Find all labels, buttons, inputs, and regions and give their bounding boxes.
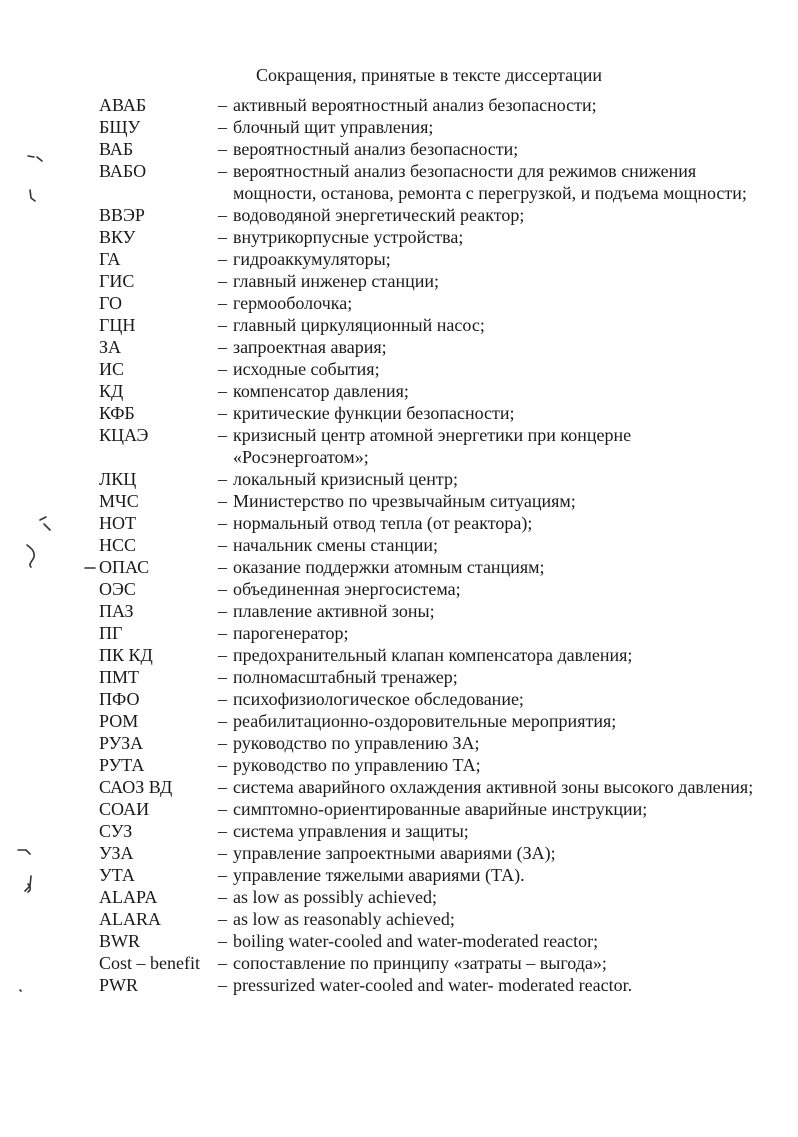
abbreviation-definition-block <box>218 974 759 996</box>
abbreviation-row <box>99 600 759 622</box>
dash-separator: – <box>218 821 227 841</box>
abbreviation-definition-block <box>218 402 759 424</box>
abbreviation-row <box>99 820 759 842</box>
dash-separator: – <box>218 95 227 115</box>
abbreviation-term: ГИС <box>99 271 135 291</box>
dash-separator: – <box>218 931 227 951</box>
abbreviation-row <box>99 622 759 644</box>
abbreviation-definition-block <box>218 952 759 974</box>
abbreviation-term: МЧС <box>99 491 139 511</box>
abbreviation-definition-block <box>218 424 759 468</box>
abbreviation-term: ОПАС <box>99 557 150 577</box>
abbreviation-row <box>99 424 759 468</box>
abbreviation-term: ВАБО <box>99 161 147 181</box>
abbreviation-definition: запроектная авария; <box>233 337 387 357</box>
abbreviation-row <box>99 886 759 908</box>
abbreviation-row <box>99 842 759 864</box>
abbreviation-definition-block <box>218 864 759 886</box>
dash-separator: – <box>218 711 227 731</box>
abbreviation-row <box>99 336 759 358</box>
abbreviation-row <box>99 908 759 930</box>
abbreviation-term: УТА <box>99 865 135 885</box>
dash-separator: – <box>218 843 227 863</box>
abbreviation-row <box>99 754 759 776</box>
dash-separator: – <box>218 535 227 555</box>
abbreviation-definition-block <box>218 908 759 930</box>
abbreviation-term: ГА <box>99 249 121 269</box>
dash-separator: – <box>218 293 227 313</box>
abbreviation-definition: as low as possibly achieved; <box>233 887 437 907</box>
dash-separator: – <box>218 403 227 423</box>
abbreviation-definition: гермооболочка; <box>233 293 353 313</box>
abbreviation-definition: локальный кризисный центр; <box>233 469 458 489</box>
abbreviation-definition-block <box>218 798 759 820</box>
abbreviation-term: РОМ <box>99 711 139 731</box>
dash-separator: – <box>218 337 227 357</box>
abbreviation-definition: объединенная энергосистема; <box>233 579 461 599</box>
dash-separator: – <box>218 315 227 335</box>
abbreviation-definition-block <box>218 534 759 556</box>
dash-separator: – <box>218 733 227 753</box>
abbreviation-definition-block <box>218 622 759 644</box>
abbreviation-definition: руководство по управлению ТА; <box>233 755 481 775</box>
abbreviation-row <box>99 160 759 204</box>
abbreviation-definition-block <box>218 710 759 732</box>
dash-separator: – <box>218 513 227 533</box>
abbreviation-definition: система аварийного охлаждения активной зоны высокого давления; <box>233 777 754 797</box>
abbreviation-term: РУТА <box>99 755 145 775</box>
abbreviation-definition: симптомно-ориентированные аварийные инструкции; <box>233 799 648 819</box>
abbreviation-row <box>99 578 759 600</box>
abbreviation-definition-block <box>218 600 759 622</box>
dash-separator: – <box>218 249 227 269</box>
abbreviation-definition: критические функции безопасности; <box>233 403 515 423</box>
abbreviation-definition: boiling water-cooled and water-moderated reactor; <box>233 931 599 951</box>
abbreviation-definition-block <box>218 578 759 600</box>
dash-separator: – <box>218 975 227 995</box>
abbreviation-term: ВВЭР <box>99 205 145 225</box>
abbreviation-row <box>99 490 759 512</box>
dash-separator: – <box>218 161 227 181</box>
dash-separator: – <box>218 865 227 885</box>
abbreviation-term: БЩУ <box>99 117 141 137</box>
abbreviation-definition: вероятностный анализ безопасности; <box>233 139 519 159</box>
abbreviation-definition-block <box>218 380 759 402</box>
abbreviation-row <box>99 292 759 314</box>
abbreviation-term: НОТ <box>99 513 136 533</box>
abbreviation-term: ПАЗ <box>99 601 134 621</box>
abbreviation-definition: кризисный центр атомной энергетики при концерне «Росэнергоатом»; <box>233 425 632 467</box>
abbreviation-definition: оказание поддержки атомным станциям; <box>233 557 545 577</box>
dash-separator: – <box>218 227 227 247</box>
dash-separator: – <box>218 425 227 445</box>
dash-separator: – <box>218 689 227 709</box>
abbreviation-row <box>99 864 759 886</box>
abbreviation-definition: Министерство по чрезвычайным ситуациям; <box>233 491 576 511</box>
abbreviation-definition: вероятностный анализ безопасности для режимов снижения мощности, останова, ремонта с перегрузкой, и подъема мощности; <box>233 161 747 203</box>
abbreviation-row <box>99 226 759 248</box>
abbreviation-term: СУЗ <box>99 821 133 841</box>
abbreviation-definition-block <box>218 732 759 754</box>
dash-separator: – <box>218 359 227 379</box>
abbreviation-definition-block <box>218 94 759 116</box>
abbreviation-term: ВАБ <box>99 139 134 159</box>
abbreviation-row <box>99 248 759 270</box>
abbreviation-row <box>99 402 759 424</box>
dash-separator: – <box>218 271 227 291</box>
abbreviation-definition: главный циркуляционный насос; <box>233 315 485 335</box>
abbreviation-definition: реабилитационно-оздоровительные мероприятия; <box>233 711 617 731</box>
abbreviation-term: ГО <box>99 293 122 313</box>
abbreviation-definition-block <box>218 292 759 314</box>
abbreviation-definition-block <box>218 512 759 534</box>
abbreviation-definition-block <box>218 886 759 908</box>
dash-separator: – <box>218 601 227 621</box>
abbreviation-definition: система управления и защиты; <box>233 821 469 841</box>
abbreviation-row <box>99 732 759 754</box>
abbreviation-term: ПК КД <box>99 645 153 665</box>
abbreviation-definition: предохранительный клапан компенсатора давления; <box>233 645 633 665</box>
dash-separator: – <box>218 117 227 137</box>
dash-separator: – <box>218 667 227 687</box>
abbreviation-definition: исходные события; <box>233 359 380 379</box>
abbreviation-row <box>99 116 759 138</box>
abbreviation-term: ALAPA <box>99 887 158 907</box>
page-title: Сокращения, принятые в тексте диссертации <box>256 65 602 85</box>
dash-separator: – <box>218 755 227 775</box>
abbreviation-row <box>99 358 759 380</box>
abbreviation-definition-block <box>218 138 759 160</box>
abbreviation-term: АВАБ <box>99 95 147 115</box>
abbreviation-definition-block <box>218 336 759 358</box>
abbreviation-term: КФБ <box>99 403 135 423</box>
dash-separator: – <box>218 887 227 907</box>
dash-separator: – <box>218 469 227 489</box>
abbreviation-term: ЗА <box>99 337 122 357</box>
abbreviation-definition-block <box>218 930 759 952</box>
abbreviation-definition: парогенератор; <box>233 623 349 643</box>
abbreviation-definition-block <box>218 688 759 710</box>
abbreviation-definition-block <box>218 116 759 138</box>
abbreviation-definition-block <box>218 270 759 292</box>
abbreviation-term: ПМТ <box>99 667 139 687</box>
abbreviation-definition-block <box>218 490 759 512</box>
abbreviation-term: BWR <box>99 931 141 951</box>
abbreviation-term: ИС <box>99 359 125 379</box>
dash-separator: – <box>218 557 227 577</box>
abbreviation-row <box>99 138 759 160</box>
abbreviation-row <box>99 270 759 292</box>
abbreviation-row <box>99 556 759 578</box>
abbreviation-definition-block <box>218 666 759 688</box>
abbreviation-definition: психофизиологическое обследование; <box>233 689 524 709</box>
abbreviation-definition-block <box>218 644 759 666</box>
abbreviation-row <box>99 204 759 226</box>
abbreviation-definition: главный инженер станции; <box>233 271 439 291</box>
abbreviation-row <box>99 776 759 798</box>
abbreviation-term: ALARA <box>99 909 161 929</box>
abbreviation-term: РУЗА <box>99 733 144 753</box>
abbreviation-definition: управление тяжелыми авариями (ТА). <box>233 865 525 885</box>
abbreviation-definition: pressurized water-cooled and water- moderated reactor. <box>233 975 633 995</box>
abbreviation-definition-block <box>218 248 759 270</box>
abbreviation-term: УЗА <box>99 843 134 863</box>
abbreviation-definition-block <box>218 820 759 842</box>
abbreviation-definition: гидроаккумуляторы; <box>233 249 391 269</box>
abbreviation-term: КД <box>99 381 124 401</box>
abbreviation-definition: руководство по управлению ЗА; <box>233 733 480 753</box>
abbreviation-row <box>99 94 759 116</box>
abbreviation-definition-block <box>218 556 759 578</box>
abbreviation-term: Cost – benefit <box>99 953 200 973</box>
abbreviation-definition: сопоставление по принципу «затраты – выгода»; <box>233 953 607 973</box>
abbreviation-term: PWR <box>99 975 139 995</box>
abbreviation-definition: плавление активной зоны; <box>233 601 435 621</box>
abbreviation-list <box>99 94 759 996</box>
abbreviation-definition: компенсатор давления; <box>233 381 409 401</box>
abbreviation-row <box>99 930 759 952</box>
abbreviation-row <box>99 666 759 688</box>
abbreviation-row <box>99 798 759 820</box>
abbreviation-definition-block <box>218 842 759 864</box>
abbreviation-row <box>99 688 759 710</box>
dash-separator: – <box>218 645 227 665</box>
dash-separator: – <box>218 205 227 225</box>
dash-separator: – <box>218 381 227 401</box>
abbreviation-definition: начальник смены станции; <box>233 535 438 555</box>
abbreviation-definition-block <box>218 776 759 798</box>
abbreviation-term: САОЗ ВД <box>99 777 173 797</box>
abbreviation-definition-block <box>218 204 759 226</box>
abbreviation-term: ЛКЦ <box>99 469 137 489</box>
abbreviation-definition-block <box>218 314 759 336</box>
abbreviation-definition-block <box>218 754 759 776</box>
abbreviation-term: НСС <box>99 535 137 555</box>
abbreviation-row <box>99 974 759 996</box>
dash-separator: – <box>218 799 227 819</box>
dash-separator: – <box>218 579 227 599</box>
abbreviation-definition: блочный щит управления; <box>233 117 434 137</box>
dash-separator: – <box>218 953 227 973</box>
abbreviation-row <box>99 952 759 974</box>
abbreviation-row <box>99 534 759 556</box>
abbreviation-definition-block <box>218 160 759 204</box>
abbreviation-row <box>99 710 759 732</box>
abbreviation-definition-block <box>218 226 759 248</box>
abbreviation-definition: полномасштабный тренажер; <box>233 667 458 687</box>
dash-separator: – <box>218 777 227 797</box>
abbreviation-row <box>99 468 759 490</box>
abbreviation-term: КЦАЭ <box>99 425 149 445</box>
abbreviation-definition: водоводяной энергетический реактор; <box>233 205 525 225</box>
abbreviation-row <box>99 644 759 666</box>
abbreviation-term: ПФО <box>99 689 140 709</box>
abbreviation-definition: управление запроектными авариями (ЗА); <box>233 843 556 863</box>
abbreviation-definition-block <box>218 358 759 380</box>
abbreviation-row <box>99 314 759 336</box>
abbreviation-definition: нормальный отвод тепла (от реактора); <box>233 513 533 533</box>
dash-separator: – <box>218 909 227 929</box>
abbreviation-term: СОАИ <box>99 799 150 819</box>
abbreviation-term: ВКУ <box>99 227 136 247</box>
abbreviation-definition: активный вероятностный анализ безопасности; <box>233 95 597 115</box>
abbreviation-definition-block <box>218 468 759 490</box>
dash-separator: – <box>218 491 227 511</box>
abbreviation-definition: внутрикорпусные устройства; <box>233 227 464 247</box>
abbreviation-term: ГЦН <box>99 315 136 335</box>
abbreviation-term: ПГ <box>99 623 123 643</box>
abbreviation-row <box>99 380 759 402</box>
abbreviation-row <box>99 512 759 534</box>
abbreviation-definition: as low as reasonably achieved; <box>233 909 455 929</box>
dash-separator: – <box>218 139 227 159</box>
dash-separator: – <box>218 623 227 643</box>
abbreviation-term: ОЭС <box>99 579 136 599</box>
